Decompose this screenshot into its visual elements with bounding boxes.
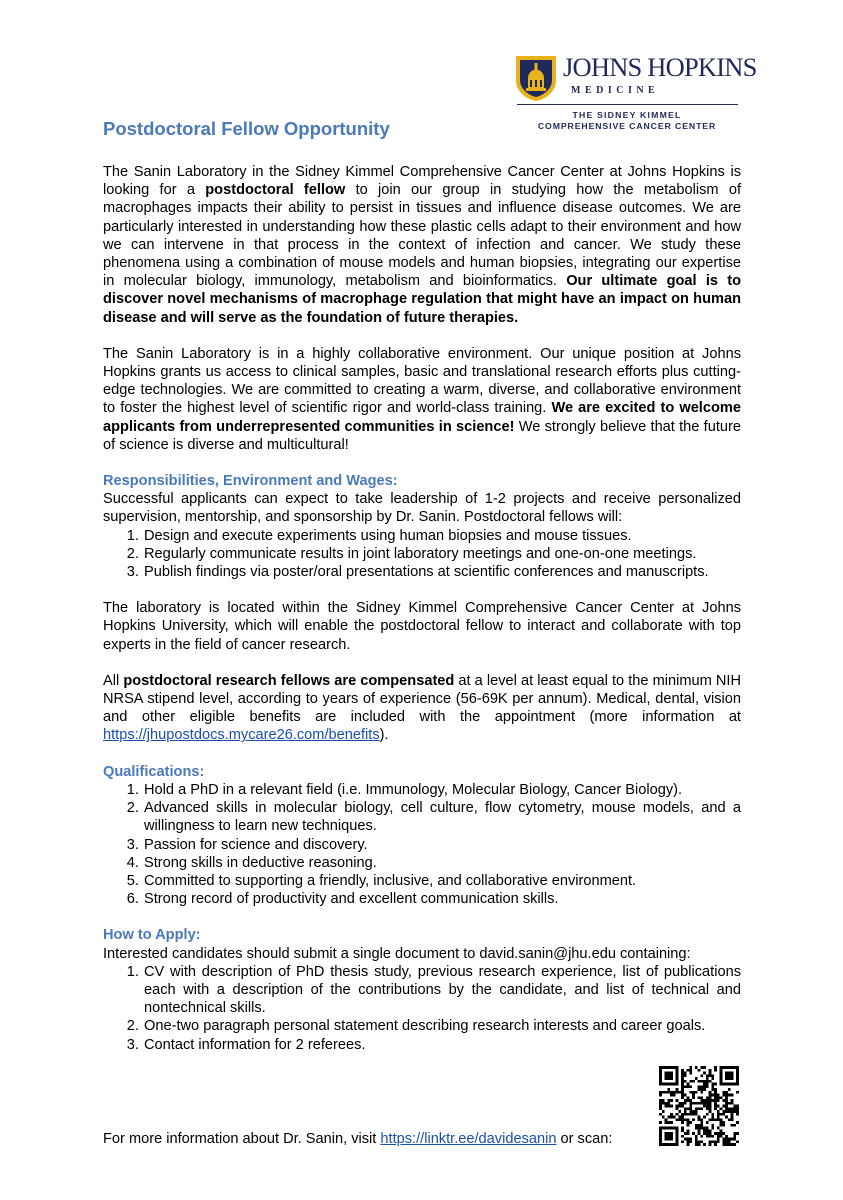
intro-text-1: The Sanin Laboratory in the Sidney Kimmel Comprehensive Cancer Center at Johns Hopkins is looking for a: [103, 164, 741, 199]
page-title: Postdoctoral Fellow Opportunity: [103, 118, 390, 139]
responsibilities-intro: Successful applicants can expect to take leadership of 1-2 projects and receive personalized supervision, mentorship, and sponsorship by Dr. Sanin. Postdoctoral fellows will:: [103, 491, 741, 526]
list-item: 1. Hold a PhD in a relevant field (i.e. Immunology, Molecular Biology, Cancer Biology).: [143, 781, 741, 799]
logo-center-line-2: COMPREHENSIVE CANCER CENTER: [537, 121, 717, 131]
list-item: 2. One-two paragraph personal statement describing research interests and career goals.: [143, 1017, 741, 1035]
johns-hopkins-shield-icon: [514, 54, 558, 102]
responsibilities-list: [103, 527, 741, 582]
logo-name: JOHNS HOPKINS: [563, 52, 757, 82]
list-item: 5. Committed to supporting a friendly, inclusive, and collaborative environment.: [143, 872, 741, 890]
environment-bold-welcome: We are excited to welcome applicants from underrepresented communities in science!: [103, 400, 741, 435]
environment-paragraph: [103, 345, 741, 454]
list-item: 3. Publish findings via poster/oral presentations at scientific conferences and manuscripts.: [143, 563, 741, 581]
compensation-bold: postdoctoral research fellows are compensated: [123, 672, 455, 689]
intro-bold-goal: Our ultimate goal is to discover novel mechanisms of macrophage regulation that might have an impact on human disease and will serve as the foundation of future therapies.: [103, 273, 741, 326]
apply-heading: How to Apply:: [103, 927, 201, 944]
intro-text-2: to join our group in studying how the metabolism of macrophages impacts their ability to persist in tissues and influence disease outcomes. We are particularly interested in understanding how these plastic cells adapt to their environment and how we can intervene in that process in the context of infection and cancer. We study these phenomena using a combination of mouse models and human biopsies, integrating our expertise in molecular biology, immunology, metabolism and bioinformatics.: [103, 182, 742, 290]
environment-text-1: The Sanin Laboratory is in a highly collaborative environment. Our unique position at Johns Hopkins grants us access to clinical samples, basic and translational research efforts plus cutting-edge technologies. We are committed to creating a warm, diverse, and collaborative environment to foster the highest level of scientific rigor and world-class training.: [103, 345, 741, 417]
document-body: [103, 163, 741, 1072]
list-item: 3. Passion for science and discovery.: [143, 836, 741, 854]
list-item: 3. Contact information for 2 referees.: [143, 1036, 741, 1054]
environment-text-2: We strongly believe that the future of science is diverse and multicultural!: [103, 418, 742, 453]
linktree-link[interactable]: https://linktr.ee/davidesanin: [380, 1131, 557, 1147]
qr-code-icon[interactable]: [659, 1066, 739, 1146]
footer-text-2: or scan:: [556, 1131, 613, 1147]
list-item: 6. Strong record of productivity and excellent communication skills.: [143, 890, 741, 908]
list-item: 1. Design and execute experiments using human biopsies and mouse tissues.: [143, 527, 741, 545]
footer-line: [103, 1131, 612, 1147]
johns-hopkins-logo: [514, 52, 757, 134]
logo-divider: [517, 104, 738, 105]
compensation-paragraph: [103, 672, 741, 745]
compensation-text-2: at a level at least equal to the minimum NIH NRSA stipend level, according to years of experience (56-69K per annum). Medical, dental, vision and other eligible benefits are included with the appointment (more information at: [103, 672, 741, 726]
list-item: 1. CV with description of PhD thesis study, previous research experience, list of publications each with a description of the contributions by the candidate, and list of technical and nontechnical skills.: [143, 963, 741, 1018]
compensation-text-1: All: [103, 672, 124, 689]
footer-text-1: For more information about Dr. Sanin, visit: [103, 1131, 381, 1147]
logo-subtitle: MEDICINE: [571, 85, 660, 96]
qualifications-list: [103, 781, 741, 908]
apply-intro: Interested candidates should submit a single document to david.sanin@jhu.edu containing:: [103, 945, 691, 962]
qualifications-heading: Qualifications:: [103, 763, 205, 780]
list-item: 2. Regularly communicate results in joint laboratory meetings and one-on-one meetings.: [143, 545, 741, 563]
intro-paragraph: [103, 163, 741, 327]
list-item: 2. Advanced skills in molecular biology, cell culture, flow cytometry, mouse models, and a willingness to learn new techniques.: [143, 799, 741, 835]
responsibilities-heading: Responsibilities, Environment and Wages:: [103, 473, 398, 490]
apply-list: [103, 963, 741, 1054]
list-item: 4. Strong skills in deductive reasoning.: [143, 854, 741, 872]
intro-bold-position: postdoctoral fellow: [205, 182, 346, 199]
location-paragraph: The laboratory is located within the Sidney Kimmel Comprehensive Cancer Center at Johns Hopkins University, which will enable the postdoctoral fellow to interact and collaborate with top experts in the field of cancer research.: [103, 600, 741, 653]
compensation-text-3: ).: [379, 727, 389, 744]
benefits-link[interactable]: https://jhupostdocs.mycare26.com/benefits: [103, 727, 380, 744]
logo-center-line-1: THE SIDNEY KIMMEL: [572, 110, 682, 120]
